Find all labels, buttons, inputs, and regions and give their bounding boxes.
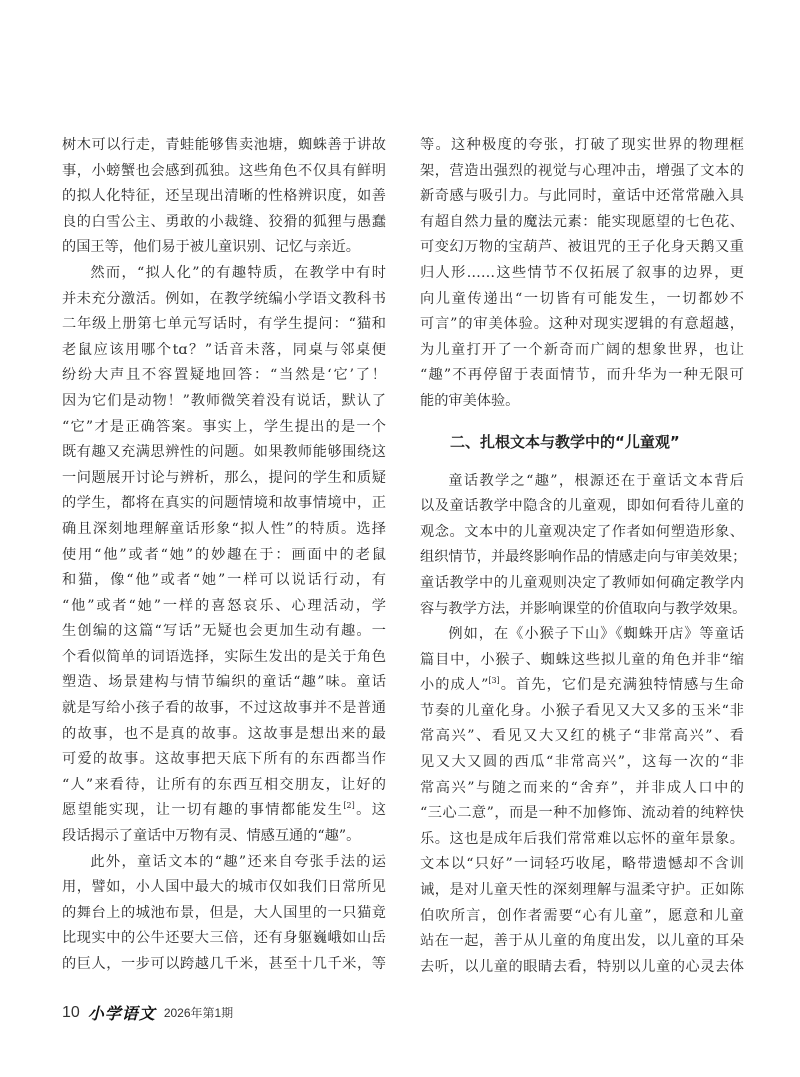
text-line: 愿望能实现，让一切有趣的事情都能发生[2]。这	[62, 801, 386, 819]
left-column	[62, 133, 386, 978]
paragraph	[62, 850, 386, 978]
text-line: 有超自然力量的魔法元素：能实现愿望的七色花、	[420, 213, 744, 230]
text-line: 诫，是对儿童天性的深刻理解与温柔守护。正如陈	[420, 882, 744, 899]
text-line: 乐。这也是成年后我们常常难以忘怀的童年景象。	[420, 830, 744, 847]
text-line: 的国王等，他们易于被儿童识别、记忆与亲近。	[62, 239, 360, 256]
text-line: 的故事，也不是真的故事。这故事是想出来的最	[62, 725, 386, 742]
text-line: 既有趣又充满思辨性的问题。如果教师能够围绕这	[62, 444, 386, 461]
text-line: 以及童话教学中隐含的儿童观，即如何看待儿童的	[420, 498, 744, 515]
text-line: “人”来看待，让所有的东西互相交朋友，让好的	[62, 776, 386, 793]
text-line: 伯吹所言，创作者需要“心有儿童”，愿意和儿童	[420, 907, 744, 924]
text-line: 常高兴”与随之而来的“舍弃”，并非成人口中的	[420, 779, 744, 796]
paragraph	[62, 261, 386, 850]
text-line: 向儿童传递出“一切皆有可能发生，一切都妙不	[420, 290, 744, 307]
text-line: 容与教学方法，并影响课堂的价值取向与教学效果。	[420, 600, 747, 617]
text-line: 和猫，像“他”或者“她”一样可以说话行动，有	[62, 572, 386, 589]
text-line: 为儿童打开了一个新奇而广阔的想象世界，也让	[420, 341, 744, 358]
text-line: 良的白雪公主、勇敢的小裁缝、狡猾的狐狸与愚蠢	[62, 213, 386, 230]
text-line: 例如，在《小猴子下山》《蜘蛛开店》等童话	[448, 626, 744, 643]
text-line: “它”才是正确答案。事实上，学生提出的是一个	[62, 418, 386, 435]
text-line: 此外，童话文本的“趣”还来自夸张手法的运	[90, 853, 386, 870]
text-line: 常高兴”、看见又大又红的桃子“非常高兴”、看	[420, 728, 744, 745]
text-line: 纷纷大声且不容置疑地回答：“当然是‘它’了！	[62, 367, 386, 384]
text-line: 因为它们是动物！”教师微笑着没有说话，默认了	[62, 392, 386, 409]
text-line: 可爱的故事。这故事把天底下所有的东西都当作	[62, 751, 386, 768]
text-line: 生创编的这篇“写话”无疑也会更加生动有趣。一	[62, 623, 386, 640]
citation-marker: [2]	[343, 801, 355, 811]
text-line: 的学生，都将在真实的问题情境和故事情境中，正	[62, 495, 386, 512]
section-heading: 二、扎根文本与教学中的“儿童观”	[450, 432, 680, 451]
text-line: 可言”的审美体验。这种对现实逻辑的有意超越，	[420, 316, 744, 333]
page-footer	[62, 1001, 233, 1024]
text-line: 组织情节，并最终影响作品的情感走向与审美效果；	[420, 549, 747, 566]
text-line: 可变幻万物的宝葫芦、被诅咒的王子化身天鹅又重	[420, 239, 744, 256]
text-line: 的拟人化特征，还呈现出清晰的性格辨识度，如善	[62, 188, 386, 205]
text-line: 并未充分激活。例如，在教学统编小学语文教科书	[62, 290, 386, 307]
text-line: 的舞台上的城池布景，但是，大人国里的一只猫竟	[62, 904, 386, 921]
text-line: 见又大又圆的西瓜“非常高兴”，这每一次的“非	[420, 754, 744, 771]
paragraph	[420, 469, 747, 623]
text-line: 去听，以儿童的眼睛去看，特别以儿童的心灵去体	[420, 958, 744, 975]
text-line: 观念。文本中的儿童观决定了作者如何塑造形象、	[420, 523, 744, 540]
text-line: 节奏的儿童化身。小猴子看见又大又多的玉米“非	[420, 702, 744, 719]
text-line: 文本以“只好”一词轻巧收尾，略带遗憾却不含训	[420, 856, 744, 873]
text-line: 归人形……这些情节不仅拓展了叙事的边界，更	[420, 264, 744, 281]
issue-label: 2026年第1期	[163, 1006, 234, 1020]
paragraph	[420, 622, 744, 980]
text-line: 的巨人，一步可以跨越几千米，甚至十几千米，等	[62, 956, 386, 972]
text-line: 确且深刻地理解童话形象“拟人性”的特质。选择	[62, 520, 386, 537]
text-line: 老鼠应该用哪个tɑ？”话音未落，同桌与邻桌便	[62, 341, 386, 358]
text-line: 塑造、场景建构与情节编织的童话“趣”味。童话	[62, 674, 386, 691]
text-line: 比现实中的公牛还要大三倍，还有身躯巍峨如山岳	[62, 930, 386, 947]
text-line: 使用“他”或者“她”的妙趣在于：画面中的老鼠	[62, 546, 386, 563]
citation-marker: [3]	[488, 676, 500, 686]
text-line: 个看似简单的词语选择，实际生发出的是关于角色	[62, 648, 386, 665]
text-line: 新奇感与吸引力。与此同时，童话中还常常融入具	[420, 188, 744, 205]
text-line: 就是写给小孩子看的故事，不过这故事并不是普通	[62, 700, 386, 717]
text-line: 事，小螃蟹也会感到孤独。这些角色不仅具有鲜明	[62, 162, 386, 179]
paragraph	[62, 133, 386, 261]
text-line: 用，譬如，小人国中最大的城市仅如我们日常所见	[62, 879, 386, 896]
text-line: 能的审美体验。	[420, 392, 520, 409]
text-line: 站在一起，善于从儿童的角度出发，以儿童的耳朵	[420, 933, 744, 950]
text-line: “三心二意”，而是一种不加修饰、流动着的纯粹快	[420, 805, 744, 822]
text-line: 小的成人”[3]。首先，它们是充满独特情感与生命	[420, 676, 744, 694]
text-line: 二年级上册第七单元写话时，有学生提问：“猫和	[62, 316, 386, 333]
text-line: 树木可以行走，青蛙能够售卖池塘，蜘蛛善于讲故	[62, 137, 386, 153]
text-line: “他”或者“她”一样的喜怒哀乐、心理活动，学	[62, 597, 386, 614]
text-line: 篇目中，小猴子、蜘蛛这些拟儿童的角色并非“缩	[420, 651, 744, 668]
right-column	[420, 133, 747, 980]
text-line: 架，营造出强烈的视觉与心理冲击，增强了文本的	[420, 162, 744, 179]
text-line: 等。这种极度的夸张，打破了现实世界的物理框	[420, 137, 744, 153]
text-line: 童话教学之“趣”，根源还在于童话文本背后	[448, 472, 744, 489]
text-line: 童话教学中的儿童观则决定了教师如何确定教学内	[420, 574, 744, 591]
text-line: “趣”不再停留于表面情节，而升华为一种无限可	[420, 367, 744, 384]
text-line: 然而，“拟人化”的有趣特质，在教学中有时	[90, 264, 386, 281]
text-line: 一问题展开讨论与辨析，那么，提问的学生和质疑	[62, 469, 386, 486]
journal-logo: 小学语文	[87, 1004, 156, 1023]
page-number: 10	[62, 1003, 80, 1021]
paragraph	[420, 133, 744, 415]
text-line: 段话揭示了童话中万物有灵、情感互通的“趣”。	[62, 828, 361, 845]
